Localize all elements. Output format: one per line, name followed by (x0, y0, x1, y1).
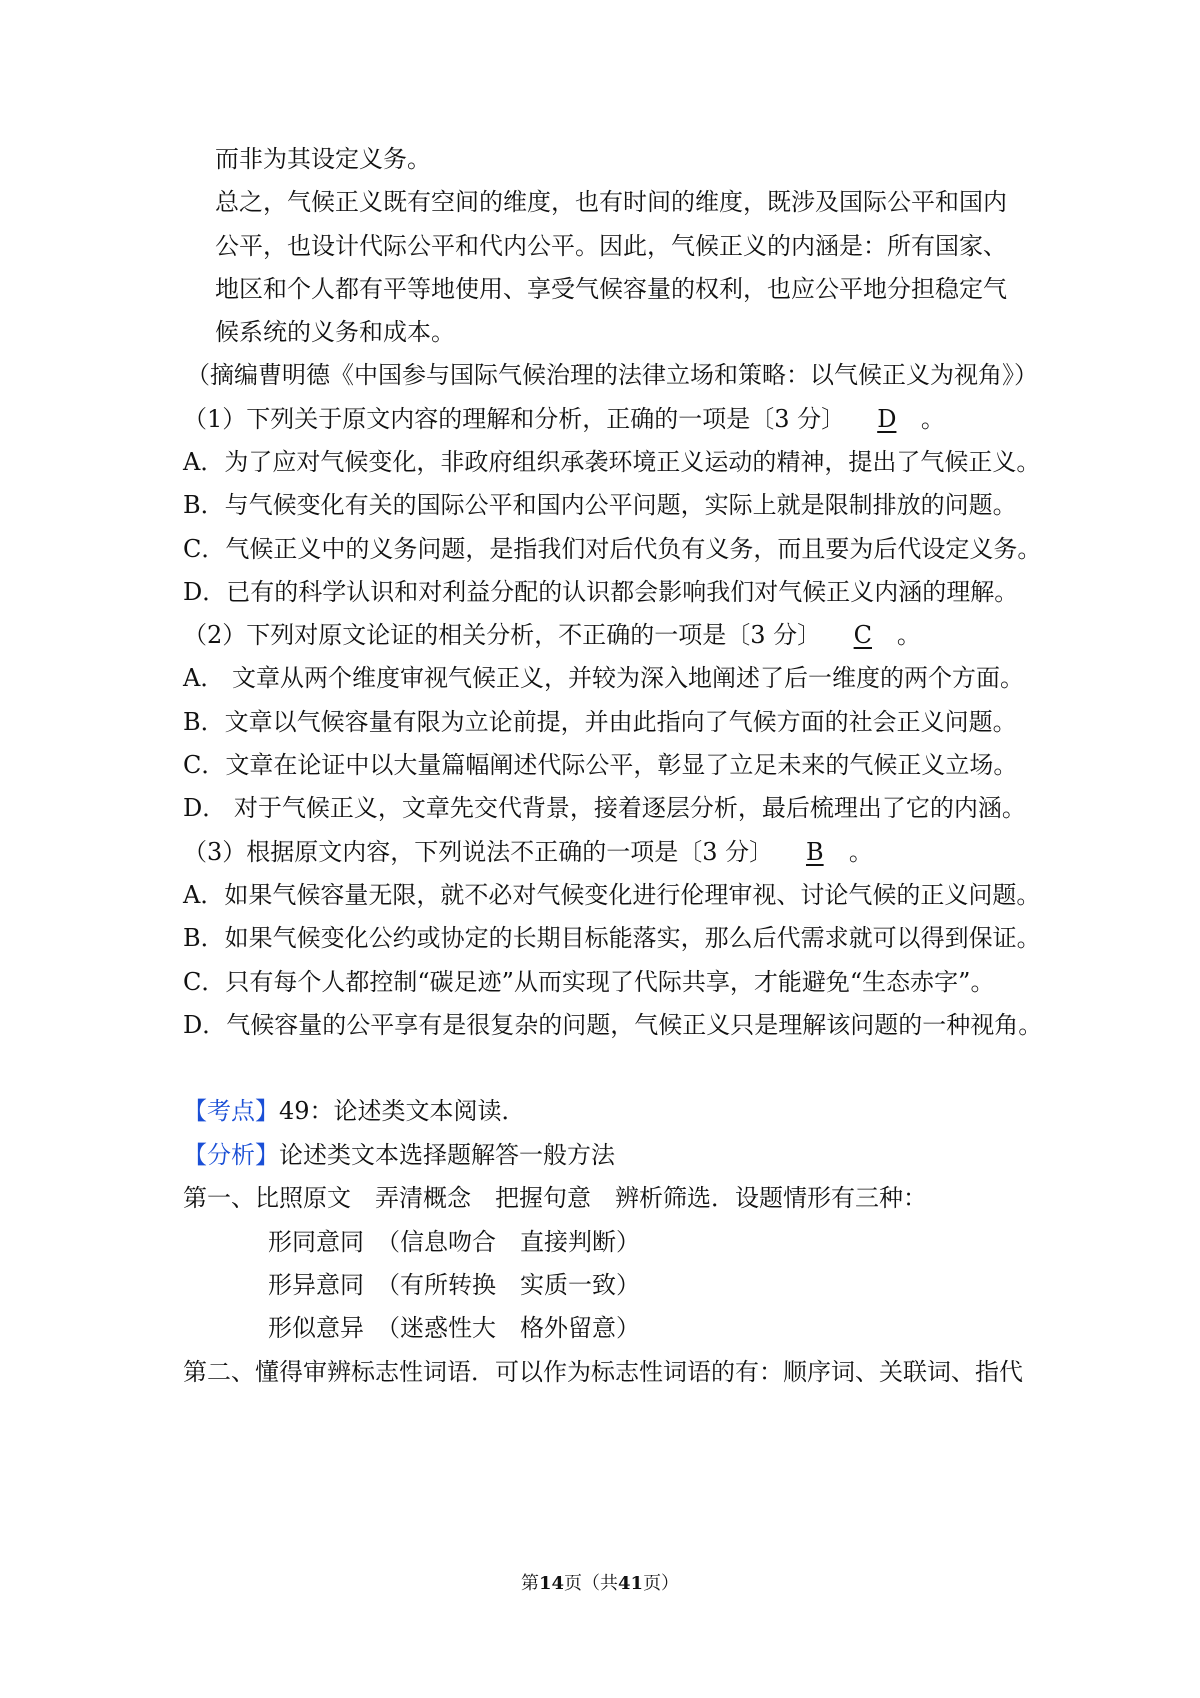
question-stem-text: （3）根据原文内容，下列说法不正确的一项是〔3 分〕 (183, 838, 774, 866)
footer-prefix: 第 (520, 1573, 539, 1594)
option-c: C．只有每个人都控制“碳足迹”从而实现了代际共享，才能避免“生态赤字”。 (183, 968, 995, 996)
option-d: D．已有的科学认识和对利益分配的认识都会影响我们对气候正义内涵的理解。 (183, 578, 1019, 606)
option-b: B．如果气候变化公约或协定的长期目标能落实，那么后代需求就可以得到保证。 (183, 924, 1041, 952)
question-end: 。 (896, 621, 921, 649)
method-item: 形同意同 （信息吻合 直接判断） (268, 1228, 640, 1256)
kaodian-tag: 【考点】 (183, 1097, 279, 1125)
page-footer (0, 1572, 1200, 1596)
passage-line: 而非为其设定义务。 (215, 145, 431, 173)
question-stem-text: （1）下列关于原文内容的理解和分析，正确的一项是〔3 分〕 (183, 405, 846, 433)
option-b: B．文章以气候容量有限为立论前提，并由此指向了气候方面的社会正义问题。 (183, 708, 1017, 736)
question-answer: B (805, 838, 824, 866)
method-item: 形似意异 （迷惑性大 格外留意） (268, 1314, 640, 1342)
source-citation: （摘编曹明德《中国参与国际气候治理的法律立场和策略：以气候正义为视角》） (186, 361, 1038, 389)
question-answer: C (853, 621, 872, 649)
option-c: C．气候正义中的义务问题，是指我们对后代负有义务，而且要为后代设定义务。 (183, 535, 1042, 563)
page-number: 14 (538, 1573, 564, 1594)
question-stem-text: （2）下列对原文论证的相关分析，不正确的一项是〔3 分〕 (183, 621, 822, 649)
option-a: A． 文章从两个维度审视气候正义，并较为深入地阐述了后一维度的两个方面。 (183, 664, 1024, 692)
option-c: C．文章在论证中以大量篇幅阐述代际公平，彰显了立足未来的气候正义立场。 (183, 751, 1018, 779)
kaodian-line (183, 1095, 526, 1127)
kaodian-text: 49：论述类文本阅读． (279, 1097, 526, 1125)
fenxi-line (183, 1139, 615, 1171)
option-a: A．为了应对气候变化，非政府组织承袭环境正义运动的精神，提出了气候正义。 (183, 448, 1041, 476)
option-b: B．与气候变化有关的国际公平和国内公平问题，实际上就是限制排放的问题。 (183, 491, 1017, 519)
question-2-stem (183, 619, 921, 651)
fenxi-tag: 【分析】 (183, 1141, 279, 1169)
question-end: 。 (920, 405, 945, 433)
summary-line: 地区和个人都有平等地使用、享受气候容量的权利，也应公平地分担稳定气 (215, 275, 1007, 303)
summary-line: 公平，也设计代际公平和代内公平。因此，气候正义的内涵是：所有国家、 (215, 232, 1007, 260)
option-d: D．气候容量的公平享有是很复杂的问题，气候正义只是理解该问题的一种视角。 (183, 1011, 1043, 1039)
option-a: A．如果气候容量无限，就不必对气候变化进行伦理审视、讨论气候的正义问题。 (183, 881, 1041, 909)
question-1-stem (183, 403, 945, 435)
footer-suffix: 页） (643, 1573, 680, 1594)
question-end: 。 (848, 838, 873, 866)
page-total: 41 (618, 1573, 644, 1594)
method-step-1: 第一、比照原文 弄清概念 把握句意 辨析筛选．设题情形有三种： (183, 1184, 927, 1212)
footer-mid: 页（共 (564, 1573, 618, 1594)
method-item: 形异意同 （有所转换 实质一致） (268, 1271, 640, 1299)
fenxi-text: 论述类文本选择题解答一般方法 (279, 1141, 615, 1169)
summary-line: 候系统的义务和成本。 (215, 318, 455, 346)
question-answer: D (877, 405, 897, 433)
method-step-2: 第二、懂得审辨标志性词语．可以作为标志性词语的有：顺序词、关联词、指代 (183, 1358, 1023, 1386)
summary-line: 总之，气候正义既有空间的维度，也有时间的维度，既涉及国际公平和国内 (215, 188, 1007, 216)
question-3-stem (183, 836, 873, 868)
option-d: D． 对于气候正义，文章先交代背景，接着逐层分析，最后梳理出了它的内涵。 (183, 794, 1026, 822)
